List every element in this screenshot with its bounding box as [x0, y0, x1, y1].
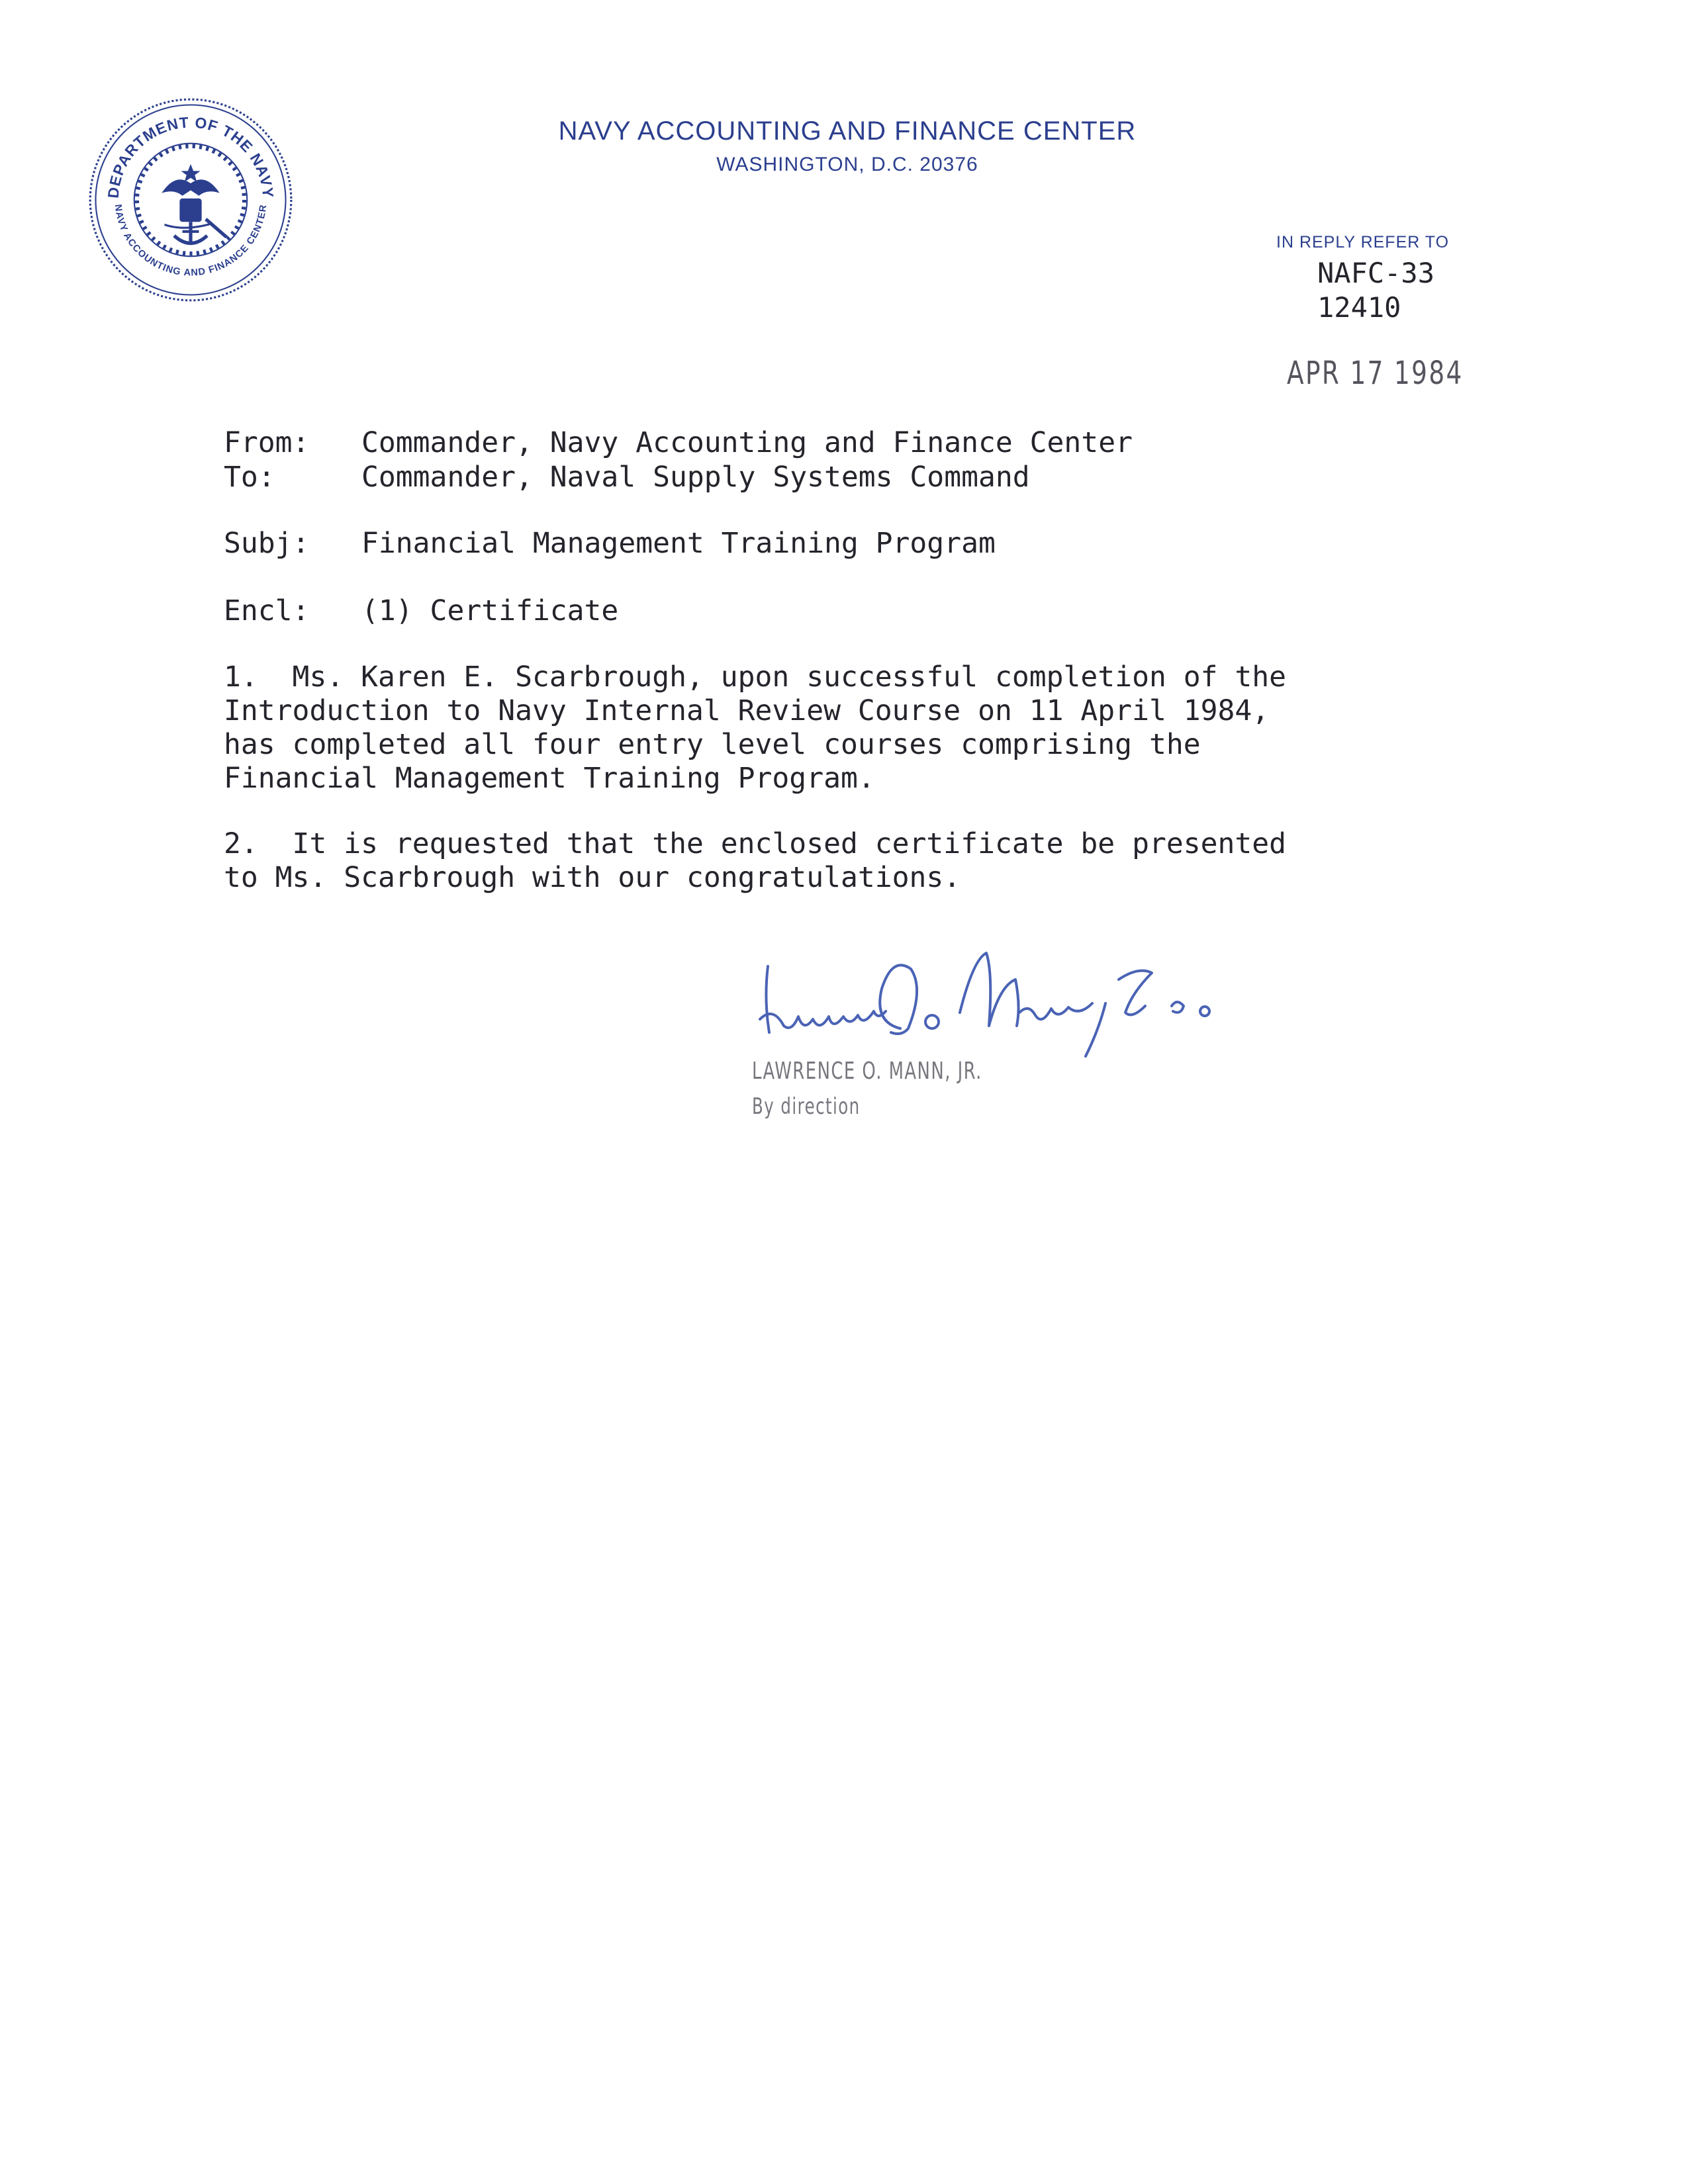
seal-top-text: DEPARTMENT OF THE NAVY — [104, 113, 277, 199]
date-stamp: APR 17 1984 — [1287, 355, 1464, 392]
from-label: From: — [224, 426, 310, 459]
to-label: To: — [224, 461, 275, 494]
reference-code: NAFC-33 — [1317, 257, 1435, 289]
to-value: Commander, Naval Supply Systems Command — [361, 461, 1030, 494]
by-direction-stamp: By direction — [752, 1093, 861, 1120]
subject-row — [224, 527, 996, 560]
letterhead-address: WASHINGTON, D.C. 20376 — [716, 154, 978, 175]
enclosure-row — [224, 594, 618, 627]
enclosure-label: Encl: — [224, 594, 310, 627]
department-of-the-navy-seal-icon — [87, 97, 294, 303]
body-paragraph-1: 1. Ms. Karen E. Scarbrough, upon successful completion of the Introduction to Navy Internal Review Course on 11 April 1984, has completed all four entry level courses comprising the Financial Management Training Program. — [224, 660, 1287, 795]
seal-bottom-text: NAVY ACCOUNTING AND FINANCE CENTER — [112, 203, 269, 279]
to-row — [224, 461, 1030, 494]
enclosure-value: (1) Certificate — [361, 594, 619, 627]
subject-value: Financial Management Training Program — [361, 527, 996, 560]
from-row — [224, 426, 1133, 459]
signer-name-stamp: LAWRENCE O. MANN, JR. — [752, 1058, 982, 1085]
body-paragraph-2: 2. It is requested that the enclosed certificate be presented to Ms. Scarbrough with our congratulations. — [224, 827, 1287, 894]
letterhead-title: NAVY ACCOUNTING AND FINANCE CENTER — [558, 116, 1137, 146]
from-value: Commander, Navy Accounting and Finance Center — [361, 426, 1133, 459]
reply-refer-label: IN REPLY REFER TO — [1276, 233, 1450, 251]
subject-label: Subj: — [224, 527, 310, 560]
reference-number: 12410 — [1317, 291, 1401, 324]
handwritten-signature-icon — [748, 940, 1317, 1072]
